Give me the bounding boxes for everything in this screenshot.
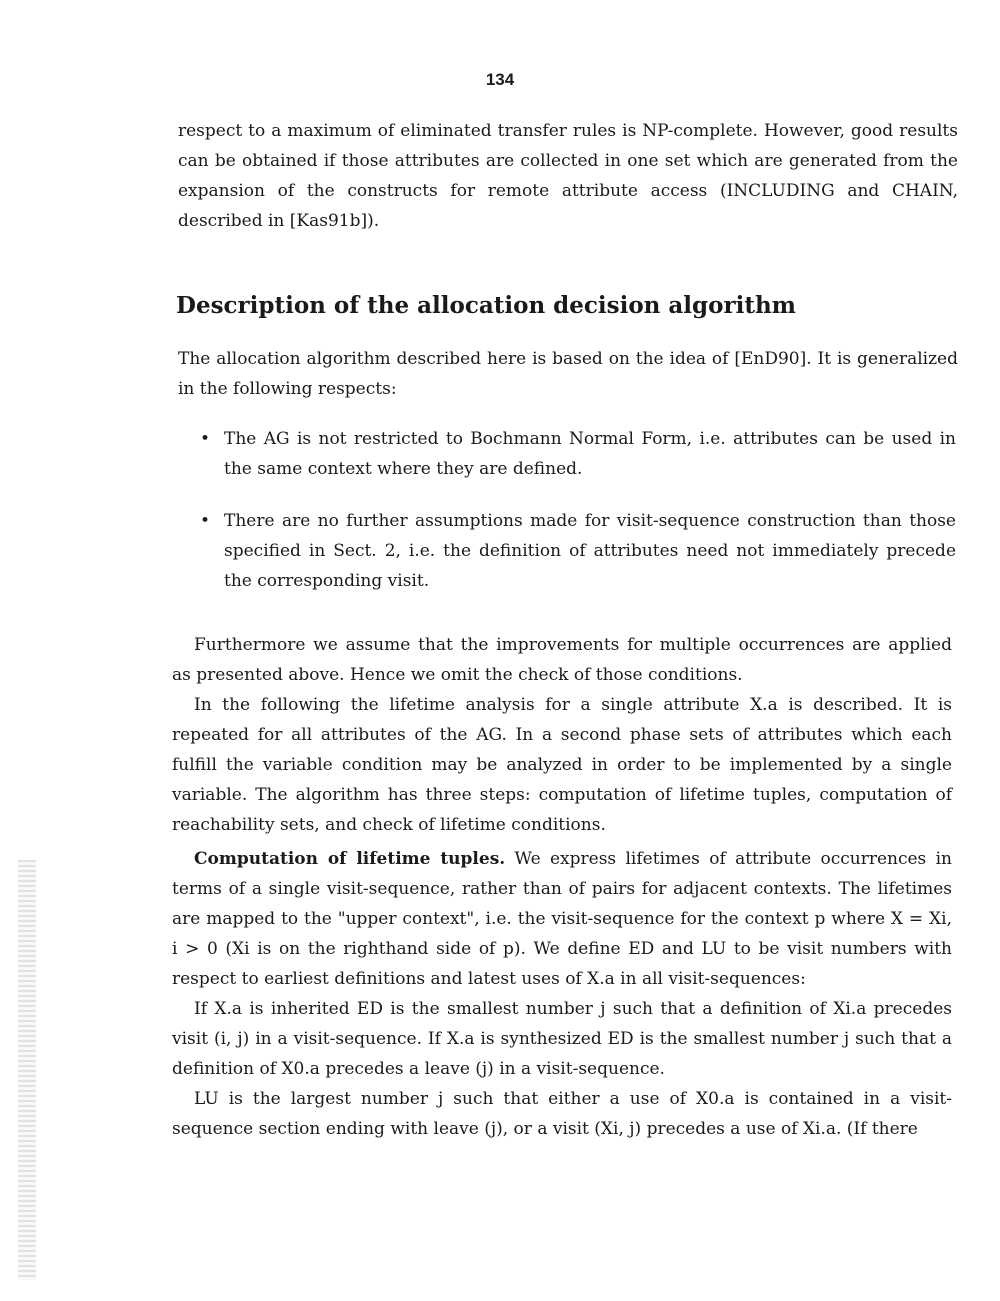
paragraph-computation-text: We express lifetimes of attribute occurrences in terms of a single visit-sequence, rather than of pairs for adjacent contexts. The lifetimes are mapped to the "upper context", i.e. the visit-sequence for the context p where X = Xi, i > 0 (Xi is on the righthand side of p). We define ED and LU to be visit numbers with respect to earliest definitions and latest uses of X.a in all visit-sequences: <box>172 849 952 989</box>
paragraph-computation <box>172 844 952 994</box>
respects-list <box>200 424 956 596</box>
paragraph-continued: respect to a maximum of eliminated transfer rules is NP-complete. However, good results can be obtained if those attributes are collected in one set which are generated from the expansion of the constructs for remote attribute access (INCLUDING and CHAIN, described in [Kas91b]). <box>178 121 958 231</box>
intro-block <box>178 344 958 404</box>
list-item <box>200 506 956 596</box>
list-item-text: The AG is not restricted to Bochmann Normal Form, i.e. attributes can be used in the same context where they are defined. <box>224 429 956 479</box>
bullet-icon: • <box>200 429 211 449</box>
paragraph-intro: The allocation algorithm described here is based on the idea of [EnD90]. It is generalized in the following respects: <box>178 349 958 399</box>
opening-paragraph-block <box>178 116 958 236</box>
paragraph-furthermore: Furthermore we assume that the improvements for multiple occurrences are applied as presented above. Hence we omit the check of those conditions. <box>172 635 952 685</box>
section-heading: Description of the allocation decision algorithm <box>176 292 797 319</box>
paragraph-lu: LU is the largest number j such that either a use of X0.a is contained in a visit-sequence section ending with leave (j), or a visit (Xi, j) precedes a use of Xi.a. (If there <box>172 1089 952 1139</box>
page-number: 134 <box>485 70 515 89</box>
list-item-text: There are no further assumptions made for visit-sequence construction than those specified in Sect. 2, i.e. the definition of attributes need not immediately precede the corresponding visit. <box>224 511 956 591</box>
scan-margin-artifact <box>18 860 36 1280</box>
paragraph-inherited: If X.a is inherited ED is the smallest number j such that a definition of Xi.a precedes visit (i, j) in a visit-sequence. If X.a is synthesized ED is the smallest number j such that a definition of X0.a precedes a leave (j) in a visit-sequence. <box>172 999 952 1079</box>
paragraph-following: In the following the lifetime analysis for a single attribute X.a is described. It is repeated for all attributes of the AG. In a second phase sets of attributes which each fulfill the variable condition may be analyzed in order to be implemented by a single variable. The algorithm has three steps: computation of lifetime tuples, computation of reachability sets, and check of lifetime conditions. <box>172 695 952 835</box>
run-in-heading: Computation of lifetime tuples. <box>194 849 506 869</box>
bullet-icon: • <box>200 511 211 531</box>
list-item <box>200 424 956 484</box>
main-text-block <box>172 630 952 1144</box>
